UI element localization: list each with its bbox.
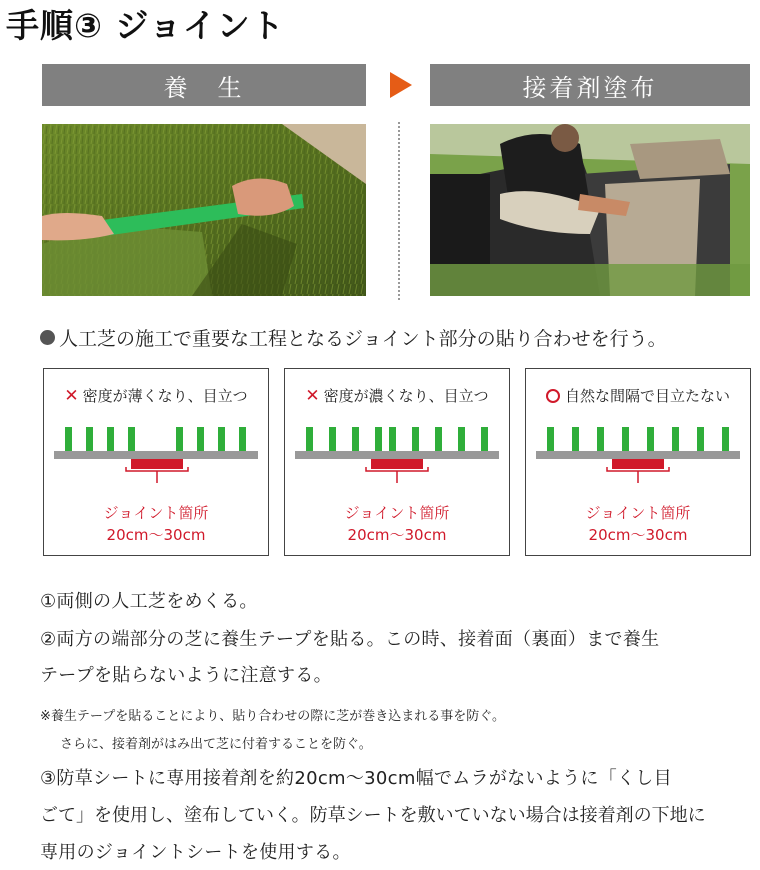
joint-size: 20cm〜30cm: [106, 526, 206, 544]
cross-icon: ✕: [305, 385, 320, 406]
diagram-caption: [44, 385, 268, 406]
diagram-dense: [284, 368, 510, 556]
diagram-natural: [525, 368, 751, 556]
diagram-caption: [526, 385, 750, 406]
diagram-illustration: [44, 419, 268, 509]
instruction-1: ①両側の人工芝をめくる。: [40, 591, 258, 612]
note-1: ※養生テープを貼ることにより、貼り合わせの際に芝が巻き込まれる事を防ぐ。: [40, 709, 505, 724]
bullet-icon: [40, 330, 55, 345]
instruction-2b: テープを貼らないように注意する。: [40, 665, 332, 686]
next-arrow-icon: [390, 72, 412, 98]
bullet-line: [40, 324, 667, 351]
instruction-3b: ごて」を使用し、塗布していく。防草シートを敷いていない場合は接着剤の下地に: [40, 805, 706, 826]
joint-size: 20cm〜30cm: [347, 526, 447, 544]
step-adhesive-header: 接着剤塗布: [430, 64, 750, 106]
circle-icon: [546, 389, 560, 403]
curing-photo: [42, 124, 366, 296]
joint-label: ジョイント箇所: [344, 504, 450, 522]
bullet-text: 人工芝の施工で重要な工程となるジョイント部分の貼り合わせを行う。: [59, 328, 667, 350]
diagram-sparse: [43, 368, 269, 556]
instruction-3c: 専用のジョイントシートを使用する。: [40, 842, 351, 863]
instruction-2a: ②両方の端部分の芝に養生テープを貼る。この時、接着面（裏面）まで養生: [40, 629, 660, 650]
joint-size: 20cm〜30cm: [588, 526, 688, 544]
page-title: 手順③ ジョイント: [6, 6, 285, 45]
joint-label: ジョイント箇所: [103, 504, 209, 522]
step-divider: [398, 122, 400, 300]
diagram-caption-text: 密度が濃くなり、目立つ: [323, 387, 489, 405]
diagram-caption-text: 自然な間隔で目立たない: [564, 387, 730, 405]
step-curing-header: 養 生: [42, 64, 366, 106]
diagram-caption-text: 密度が薄くなり、目立つ: [82, 387, 248, 405]
cross-icon: ✕: [64, 385, 79, 406]
joint-label: ジョイント箇所: [585, 504, 691, 522]
diagram-illustration: [285, 419, 509, 509]
diagram-illustration: [526, 419, 750, 509]
note-2: さらに、接着剤がはみ出て芝に付着することを防ぐ。: [60, 737, 372, 752]
instruction-3a: ③防草シートに専用接着剤を約20cm〜30cm幅でムラがないように「くし目: [40, 768, 672, 789]
adhesive-photo: [430, 124, 750, 296]
diagram-caption: [285, 385, 509, 406]
